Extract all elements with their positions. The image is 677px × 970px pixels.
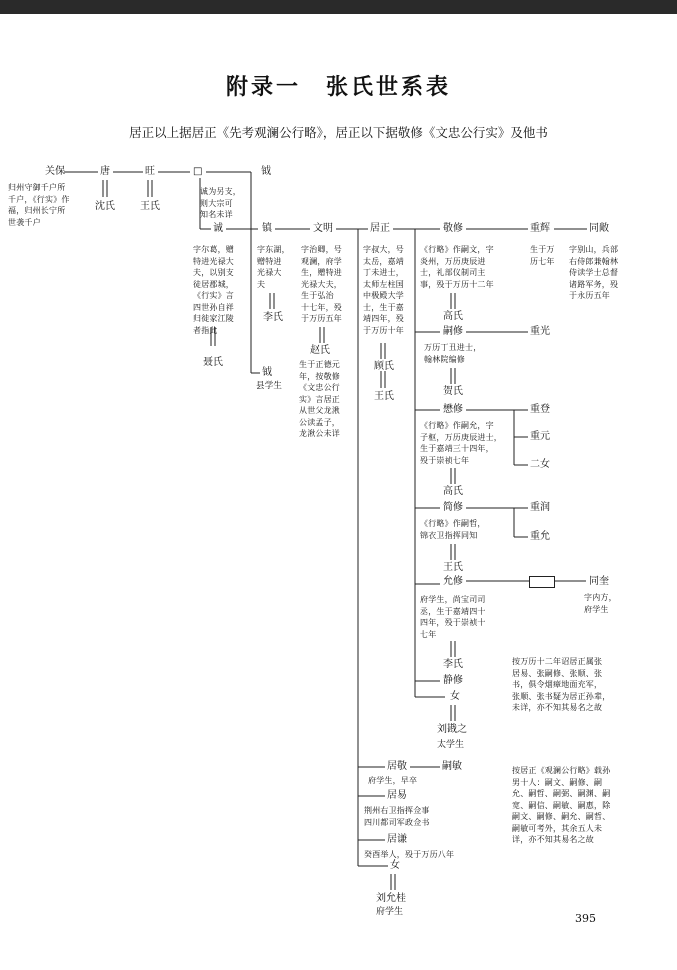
name-cheng: 诚	[213, 223, 223, 234]
name-wangshi-2: 王氏	[374, 391, 394, 402]
sixiu-note: 万历丁丑进士， 翰林院编修	[424, 343, 482, 364]
name-jingxiu: 敬修	[443, 223, 463, 234]
name-tongkui: 同奎	[589, 576, 609, 587]
name-chongrun: 重润	[530, 502, 550, 513]
name-zhen: 镇	[262, 223, 272, 234]
juzheng-note: 字叔大，号 太岳，嘉靖 丁未进士， 太师左柱国 中极殿大学 士，生于嘉 靖四年，殁 于万历十年	[363, 245, 404, 335]
maoxiu-note: 《行略》作嗣允，字 子枢，万历庚辰进士， 生于嘉靖三十四年， 殁于崇祯七年	[420, 421, 502, 465]
name-tongchang: 同敞	[589, 223, 609, 234]
jujing-note: 府学生，早卒	[368, 776, 418, 785]
yue-2-note: 县学生	[256, 381, 283, 391]
name-unknown-box: □	[193, 166, 203, 177]
name-yunxiu: 允修	[443, 576, 463, 587]
name-nieshi: 聂氏	[203, 357, 223, 368]
page-title: 附录一 张氏世系表	[225, 74, 451, 100]
cheng-note: 诚为另支， 则大宗可 知名未详	[200, 187, 241, 219]
name-wenming: 文明	[313, 223, 333, 234]
jingxiu-note: 《行略》作嗣文，字 炎州，万历庚辰进 士，礼部仪制司主 事，殁于万历十二年	[420, 245, 494, 289]
name-chongdeng: 重登	[530, 404, 550, 415]
juyi-note: 荆州右卫指挥佥事 四川都司军政佥书	[364, 806, 430, 827]
name-jianxiu: 简修	[443, 502, 463, 513]
name-nv-2: 女	[390, 860, 400, 871]
name-juzheng: 居正	[370, 223, 390, 234]
name-simin: 嗣敏	[442, 761, 462, 772]
name-lishi-1: 李氏	[263, 312, 283, 323]
name-heshi: 贺氏	[443, 386, 463, 397]
jianxiu-note: 《行略》作嗣哲， 锦衣卫指挥同知	[420, 519, 486, 540]
name-wang: 旺	[145, 166, 155, 177]
name-maoxiu: 懋修	[443, 404, 463, 415]
page-subtitle: 居正以上据居正《先考观澜公行略》，居正以下据敬修《文忠公行实》及他书	[129, 125, 548, 140]
name-zhaoshi: 赵氏	[310, 345, 330, 356]
name-chongyun: 重允	[530, 531, 550, 542]
name-chongyuan: 重元	[530, 431, 550, 442]
name-jingxiu-2: 静修	[443, 675, 463, 686]
tongchang-note: 字别山，兵部 右侍郎兼翰林 侍读学士总督 诸路军务，殁 于永历五年	[569, 245, 619, 300]
name-juqian: 居谦	[387, 834, 407, 845]
name-yue-2: 钺	[262, 367, 272, 378]
remark-1: 按万历十二年诏居正属张 居易、张嗣修、张顺、张 书，俱令烟瘴地面充军， 张顺、张书疑为居正孙辈， 未详，亦不知其易名之故	[512, 657, 611, 712]
remark-2: 按居正《观澜公行略》载孙 男十人：嗣文、嗣修、嗣 允、嗣哲、嗣弼、嗣渊、嗣 宽、嗣信、嗣敏、嗣惠，除 嗣文、嗣修、嗣允、嗣哲、 嗣敏可考外，其余五人未 详，亦不知其易名之故	[512, 766, 611, 844]
name-tang: 唐	[100, 166, 110, 177]
name-juyi: 居易	[387, 790, 407, 801]
name-yue: 钺	[261, 166, 271, 177]
name-gaoshi-2: 高氏	[443, 486, 463, 497]
liuyungui-note: 府学生	[376, 907, 404, 917]
name-liukanzhi: 刘戡之	[437, 724, 467, 735]
yunxiu-note: 府学生，尚宝司司 丞，生于嘉靖四十 四年，殁于崇祯十 七年	[420, 595, 486, 639]
name-guanbao: 关保	[45, 166, 65, 177]
name-sixiu: 嗣修	[443, 326, 463, 337]
zhen-note: 字东湖， 赠特进 光禄大 夫	[257, 245, 290, 289]
name-jujing: 居敬	[387, 761, 407, 772]
name-wangshi-1: 王氏	[140, 201, 160, 212]
name-chonghui: 重辉	[530, 223, 550, 234]
name-liuyungui: 刘允桂	[376, 893, 406, 904]
name-wangshi-3: 王氏	[443, 562, 463, 573]
name-gushi: 顾氏	[374, 361, 394, 372]
name-nv-1: 女	[450, 691, 460, 702]
nieshi-note: 字尔葛，赠 特进光禄大 夫，以别支 徒居郡城， 《行实》言 四世孙自祥 归徙家江陵 者指此	[193, 245, 234, 335]
tongkui-note: 字内方， 府学生	[584, 593, 617, 614]
zhaoshi-note: 生于正德元 年，按敬修 《文忠公行 实》言居正 从世父龙湫 公读孟子， 龙湫公未详	[299, 360, 340, 438]
unknown-name-box	[529, 576, 555, 588]
name-chongguang: 重光	[530, 326, 550, 337]
name-ernv: 二女	[530, 459, 550, 470]
name-gaoshi-1: 高氏	[443, 311, 463, 322]
chonghui-note: 生于万 历七年	[530, 245, 555, 266]
liukanzhi-note: 太学生	[437, 740, 465, 750]
page-number: 395	[575, 912, 596, 925]
juqian-note: 癸酉举人，殁于万历八年	[364, 850, 455, 859]
name-shenshi: 沈氏	[95, 201, 115, 212]
guanbao-note: 归州守御千户所 千户，《行实》作 福，归州长宁所 世袭千户	[8, 183, 70, 227]
wenming-note: 字治卿，号 观澜，府学 生，赠特进 光禄大夫， 生于弘治 十七年，殁 于万历五年	[301, 245, 342, 323]
name-lishi-2: 李氏	[443, 659, 463, 670]
